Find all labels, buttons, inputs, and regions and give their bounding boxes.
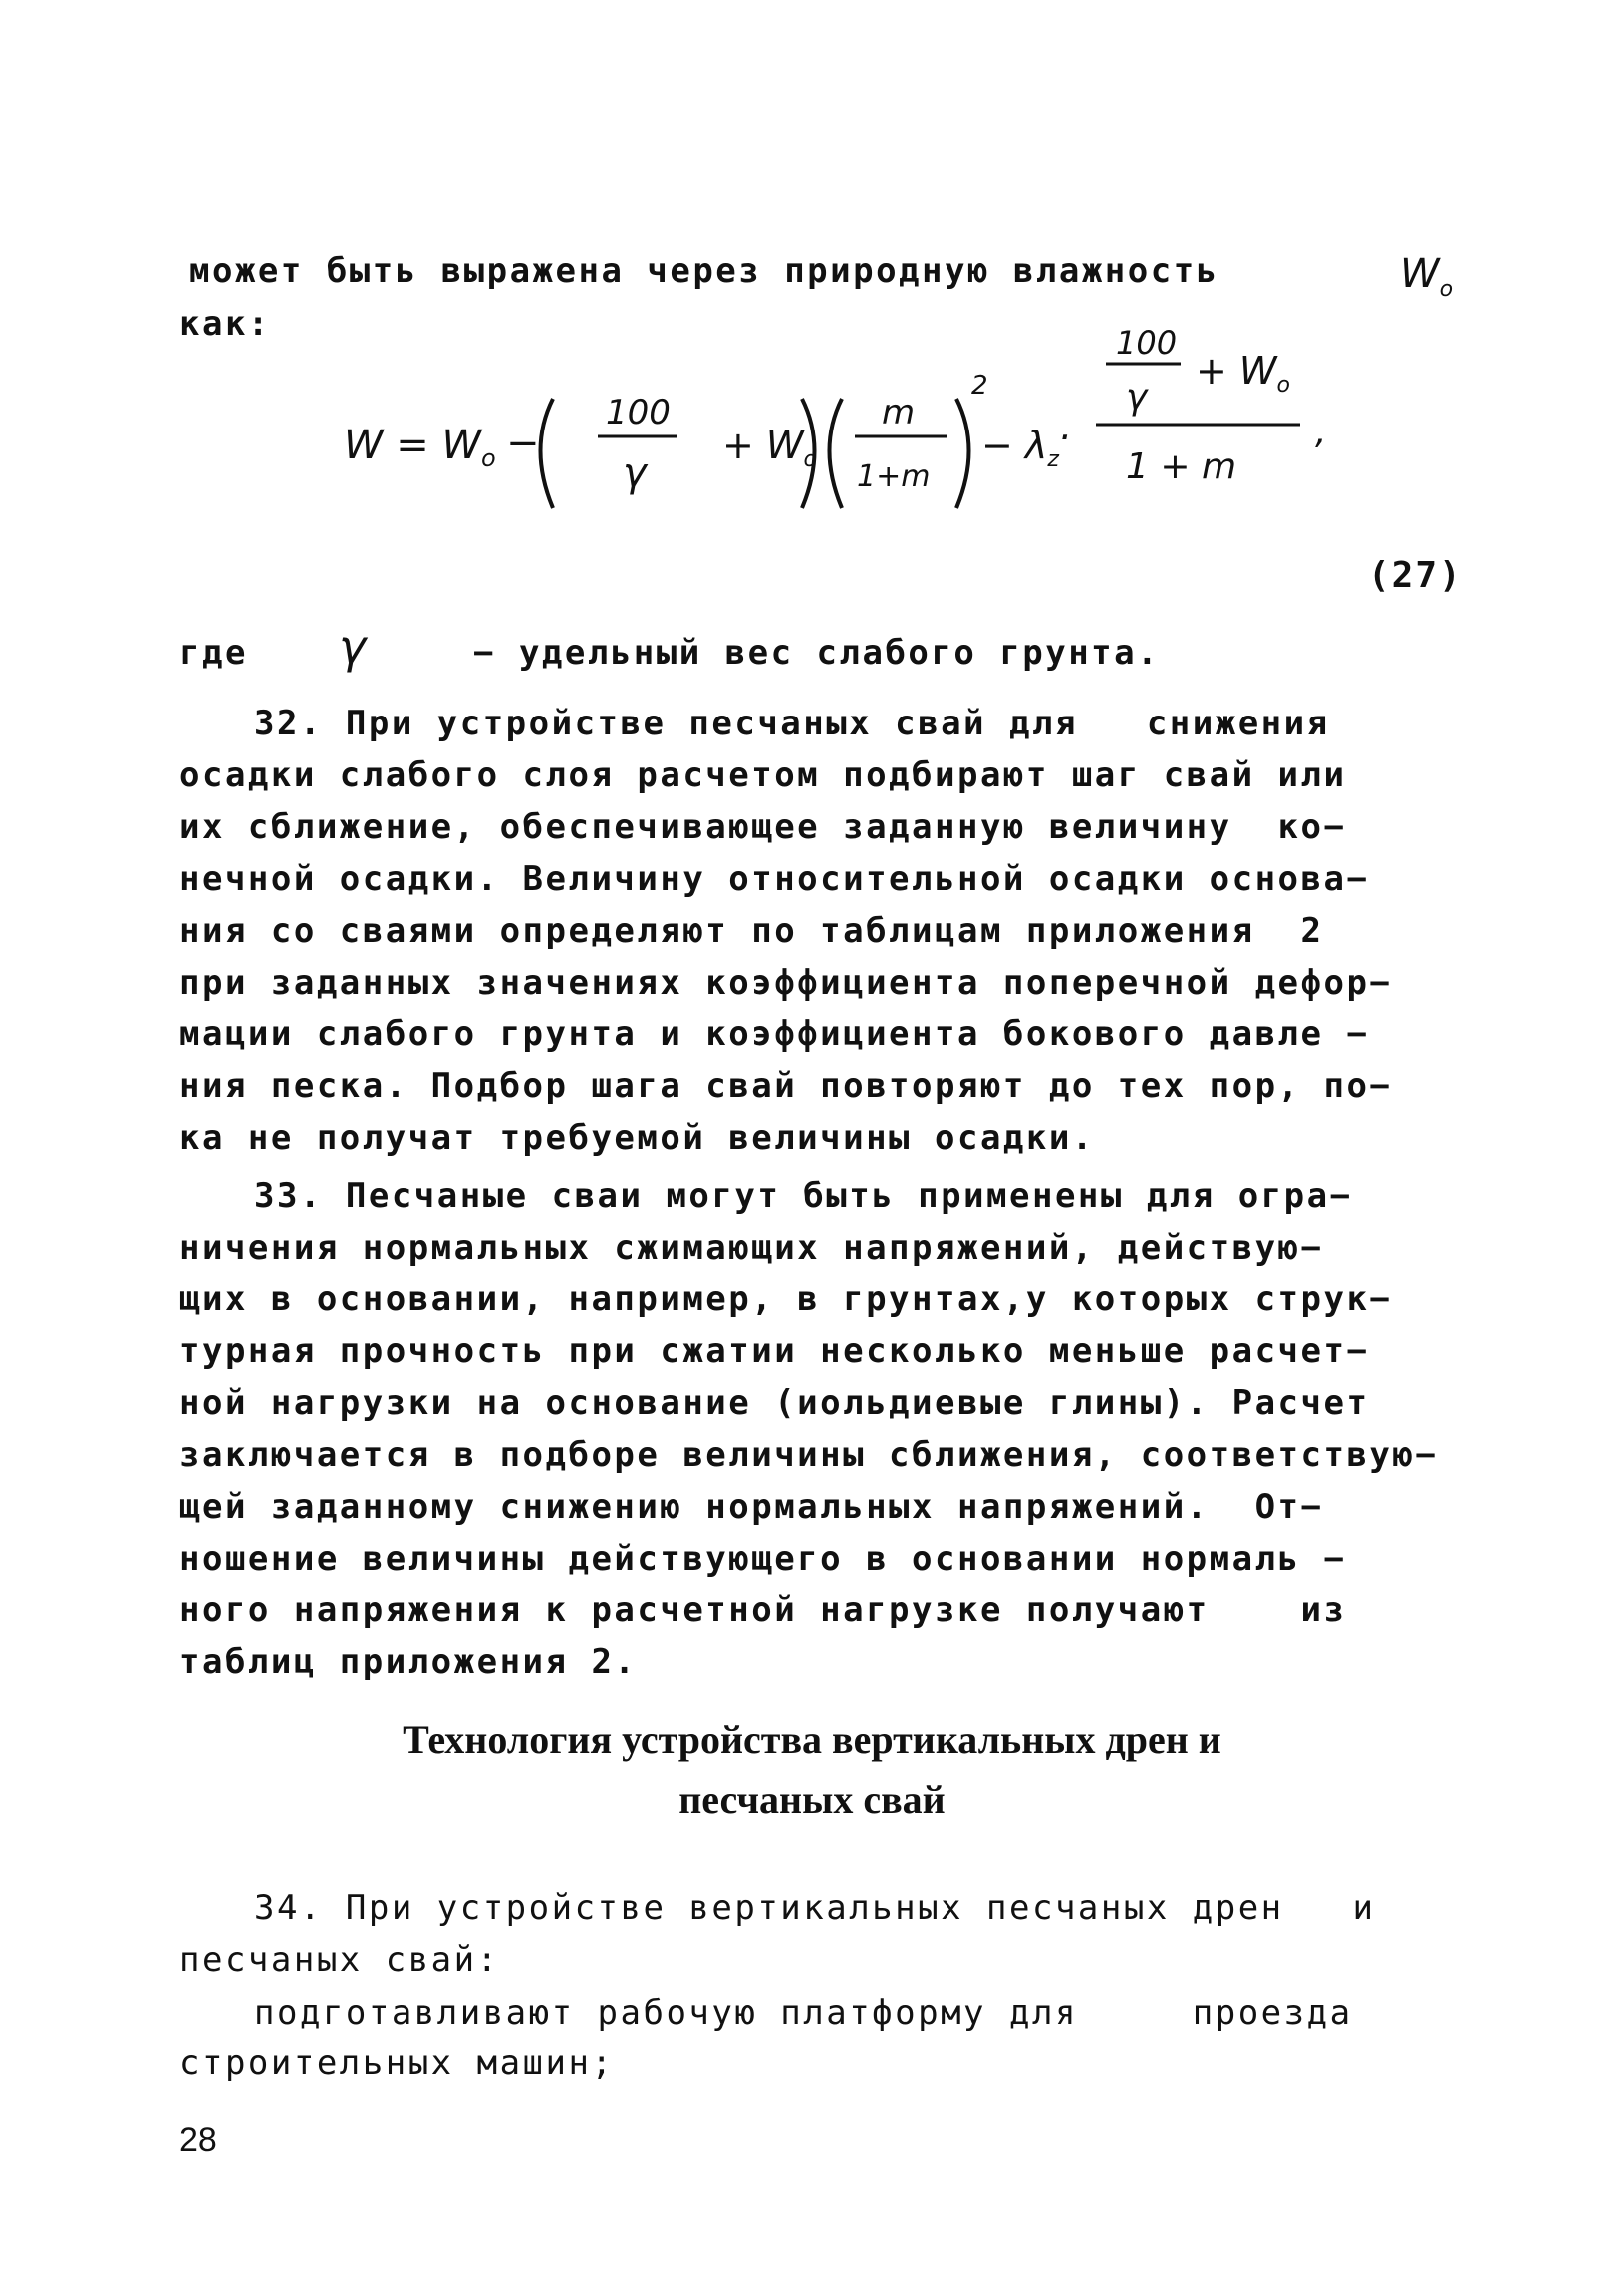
p32-line: их сближение, обеспечивающее заданную величину ко− bbox=[179, 807, 1347, 847]
big-den: 1 + m bbox=[1126, 446, 1237, 487]
gamma-symbol: γ bbox=[339, 620, 367, 674]
paren-left-2 bbox=[830, 399, 843, 508]
formula-27 bbox=[0, 309, 1624, 568]
p33-line: щей заданному снижению нормальных напряжений. От− bbox=[179, 1487, 1324, 1527]
where-word: где bbox=[179, 633, 248, 673]
formula-lambda: − $\lambda_z$ bbox=[981, 424, 1059, 472]
section-heading-line-1: Технология устройства вертикальных дрен и bbox=[403, 1717, 1221, 1762]
paren-right-2 bbox=[956, 399, 969, 508]
w0-symbol: $W_o$ bbox=[1400, 251, 1454, 302]
p32-line: мации слабого грунта и коэффициента бокового давле − bbox=[179, 1014, 1370, 1054]
bignum-rest: + $W_o$ bbox=[1196, 349, 1290, 398]
p33-line: ной нагрузки на основание (иольдиевые глины). Расчет bbox=[179, 1383, 1370, 1423]
intro-line-2: как: bbox=[179, 304, 271, 344]
frac2-num: m bbox=[882, 393, 916, 432]
p32-line: 32. При устройстве песчаных свай для снижения bbox=[254, 704, 1330, 743]
intro-line-1: может быть выражена через природную влажность bbox=[189, 251, 1219, 291]
p33-line: ничения нормальных сжимающих напряжений, действую− bbox=[179, 1228, 1324, 1268]
p32-line: осадки слабого слоя расчетом подбирают шаг свай или bbox=[179, 755, 1347, 795]
paren-left-1 bbox=[541, 399, 554, 508]
where-text: − удельный вес слабого грунта. bbox=[473, 633, 1161, 673]
formula-power: 2 bbox=[971, 371, 988, 401]
p33-line: таблиц приложения 2. bbox=[179, 1642, 638, 1682]
p34-line: подготавливают рабочую платформу для проезда bbox=[254, 1993, 1353, 2033]
formula-minus: − bbox=[506, 421, 540, 466]
p33-line: щих в основании, например, в грунтах,у которых струк− bbox=[179, 1280, 1393, 1319]
formula-dot: · bbox=[1058, 416, 1071, 459]
formula-lhs: $W = W_o$ bbox=[344, 423, 496, 472]
p33-line: ного напряжения к расчетной нагрузке получают из bbox=[179, 1590, 1347, 1630]
bignum-frac-den: γ bbox=[1126, 377, 1148, 418]
p34-line: строительных машин; bbox=[179, 2043, 615, 2083]
p33-line: 33. Песчаные сваи могут быть применены для огра− bbox=[254, 1176, 1353, 1216]
p32-line: при заданных значениях коэффициента поперечной дефор− bbox=[179, 963, 1393, 1003]
p32-line: нечной осадки. Величину относительной осадки основа− bbox=[179, 859, 1370, 899]
p33-line: заключается в подборе величины сближения, соответствую− bbox=[179, 1435, 1439, 1475]
equation-number: (27) bbox=[1368, 555, 1463, 596]
p33-line: ношение величины действующего в основании нормаль − bbox=[179, 1539, 1347, 1578]
p32-line: ка не получат требуемой величины осадки. bbox=[179, 1118, 1095, 1158]
p34-line: 34. При устройстве вертикальных песчаных дрен и bbox=[254, 1888, 1376, 1928]
formula-plus-w0: + $W_o$ bbox=[722, 424, 817, 472]
page-number: 28 bbox=[179, 2121, 217, 2158]
bignum-frac-num: 100 bbox=[1116, 324, 1178, 362]
frac1-num: 100 bbox=[606, 393, 671, 432]
p33-line: турная прочность при сжатии несколько меньше расчет− bbox=[179, 1331, 1370, 1371]
p34-line: песчаных свай: bbox=[179, 1940, 500, 1980]
formula-comma: , bbox=[1315, 412, 1327, 452]
frac2-den: 1+m bbox=[857, 459, 931, 494]
frac1-den: γ bbox=[623, 450, 647, 496]
section-heading-line-2: песчаных свай bbox=[678, 1777, 946, 1822]
p32-line: ния со сваями определяют по таблицам приложения 2 bbox=[179, 911, 1324, 951]
p32-line: ния песка. Подбор шага свай повторяют до тех пор, по− bbox=[179, 1066, 1393, 1106]
